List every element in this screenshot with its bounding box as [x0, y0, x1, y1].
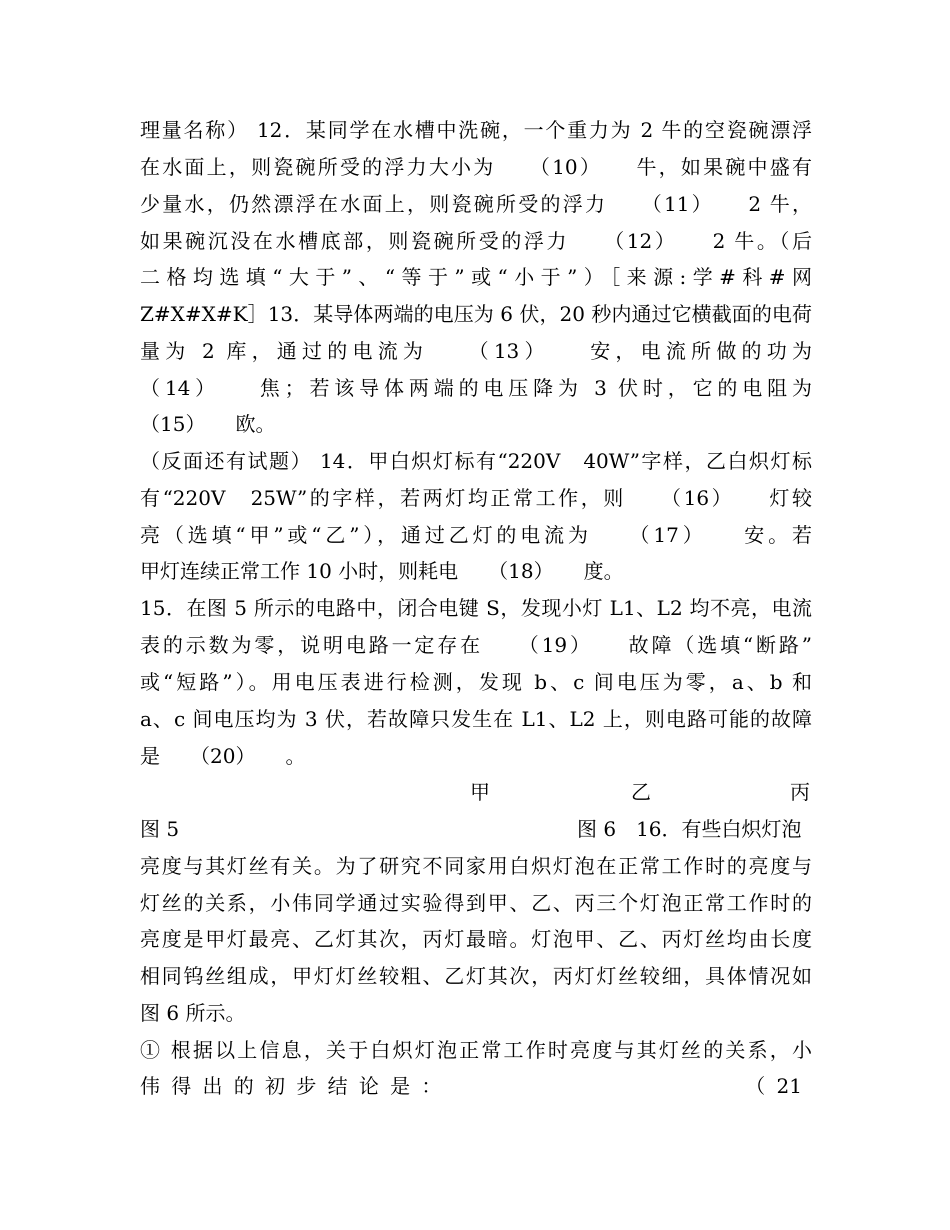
figure-labels-row [140, 774, 812, 810]
text-line: 15．在图 5 所示的电路中，闭合电键 S，发现小灯 L1、L2 均不亮，电流 [140, 596, 812, 620]
text-line: Z#X#X#K］13．某导体两端的电压为 6 伏，20 秒内通过它横截面的电荷 [140, 302, 812, 326]
text-line: 量为 2 库，通过的电流为 （13） 安，电流所做的功为 [140, 339, 812, 363]
text-line: （14） 焦；若该导体两端的电压降为 3 伏时，它的电阻为 [140, 376, 812, 400]
text-line: ① 根据以上信息，关于白炽灯泡正常工作时亮度与其灯丝的关系，小 [140, 1038, 812, 1062]
text-line: （15） 欧。 [140, 412, 276, 436]
text-line: 表的示数为零，说明电路一定存在 （19） 故障（选填“断路” [140, 633, 812, 657]
text-line: 是 （20） 。 [140, 744, 306, 768]
text-line: 相同钨丝组成，甲灯灯丝较粗、乙灯其次，丙灯灯丝较细，具体情况如 [140, 964, 812, 988]
figure-caption-5: 图 5 [140, 817, 180, 841]
figure-caption-row [140, 811, 812, 847]
text-line: 伟得出的初步结论是： （21 [140, 1074, 802, 1098]
text-line: 亮度与其灯丝有关。为了研究不同家用白炽灯泡在正常工作时的亮度与 [140, 854, 812, 878]
figure-caption-6: 图 6 16．有些白炽灯泡 [577, 817, 802, 841]
text-line: 在水面上，则瓷碗所受的浮力大小为 （10） 牛，如果碗中盛有 [140, 155, 812, 179]
text-line: 亮（选填“甲”或“乙”），通过乙灯的电流为 （17） 安。若 [140, 523, 812, 547]
text-line: （反面还有试题） 14．甲白炽灯标有“220V 40W”字样，乙白炽灯标 [140, 449, 812, 473]
figure-label-yi: 乙 [631, 780, 651, 804]
text-line: 有“220V 25W”的字样，若两灯均正常工作，则 （16） 灯较 [140, 486, 812, 510]
figure-label-jia: 甲 [470, 780, 490, 804]
text-line: 图 6 所示。 [140, 1001, 246, 1025]
text-line: 亮度是甲灯最亮、乙灯其次，丙灯最暗。灯泡甲、乙、丙灯丝均由长度 [140, 927, 812, 951]
text-line: 少量水，仍然漂浮在水面上，则瓷碗所受的浮力 （11） 2 牛， [140, 192, 812, 216]
figure-label-bing: 丙 [790, 780, 810, 804]
text-line: 理量名称） 12．某同学在水槽中洗碗，一个重力为 2 牛的空瓷碗漂浮 [140, 118, 812, 142]
text-line: a、c 间电压均为 3 伏，若故障只发生在 L1、L2 上，则电路可能的故障 [140, 707, 812, 731]
text-line: 二格均选填“大于”、“等于”或“小于”）［来源:学#科#网 [140, 265, 812, 289]
text-line: 如果碗沉没在水槽底部，则瓷碗所受的浮力 （12） 2 牛。（后 [140, 229, 812, 253]
text-line: 灯丝的关系，小伟同学通过实验得到甲、乙、丙三个灯泡正常工作时的 [140, 891, 812, 915]
text-line: 或“短路”）。用电压表进行检测，发现 b、c 间电压为零，a、b 和 [140, 670, 812, 694]
text-line: 甲灯连续正常工作 10 小时，则耗电 （18） 度。 [140, 559, 624, 583]
